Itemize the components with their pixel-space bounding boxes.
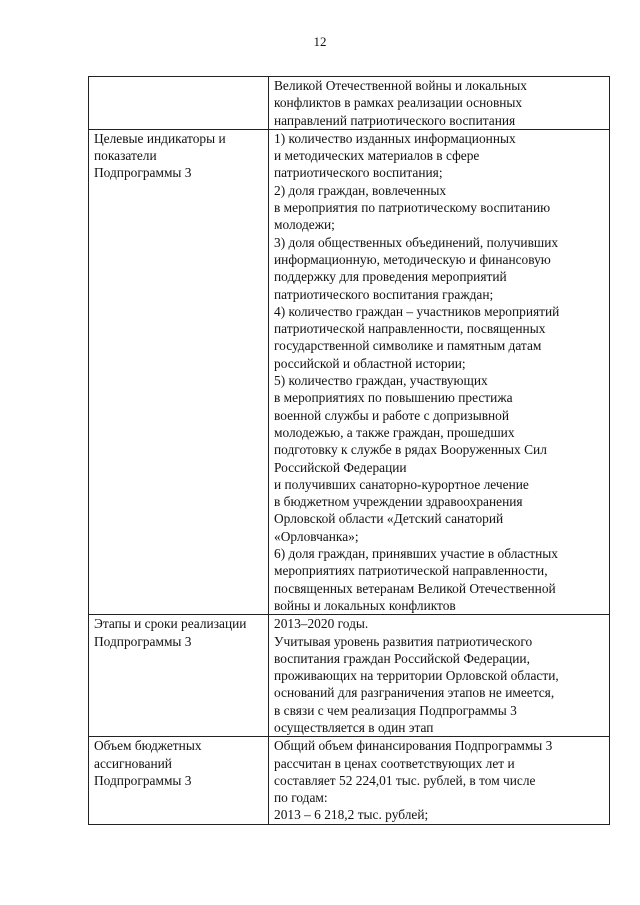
content-line: российской и областной истории;	[274, 355, 466, 371]
passport-table	[88, 76, 610, 825]
table-row	[89, 129, 610, 614]
content-line: поддержку для проведения мероприятий	[274, 269, 507, 285]
row-content-cell	[269, 77, 610, 130]
table-body	[89, 77, 610, 825]
row-content-cell	[269, 129, 610, 614]
content-line: и получивших санаторно-курортное лечение	[274, 476, 529, 492]
content-line: конфликтов в рамках реализации основных	[274, 95, 523, 111]
content-line: военной службы и работе с допризывной	[274, 407, 510, 423]
content-line: 4) количество граждан – участников мероприятий	[274, 303, 560, 319]
content-line: 5) количество граждан, участвующих	[274, 373, 488, 389]
content-line: молодежи;	[274, 217, 335, 233]
label-line: Подпрограммы 3	[94, 772, 192, 788]
content-line: Российской Федерации	[274, 459, 407, 475]
content-line: Учитывая уровень развития патриотического	[274, 633, 533, 649]
content-line: направлений патриотического воспитания	[274, 112, 516, 128]
label-line: ассигнований	[94, 755, 172, 771]
content-line: составляет 52 224,01 тыс. рублей, в том числе	[274, 772, 536, 788]
content-line: 6) доля граждан, принявших участие в областных	[274, 546, 558, 562]
content-line: 2013–2020 годы.	[274, 616, 369, 632]
content-line: 3) доля общественных объединений, получивших	[274, 234, 559, 250]
row-content-cell	[269, 615, 610, 737]
content-line: подготовку к службе в рядах Вооруженных Сил	[274, 442, 547, 458]
content-line: оснований для разграничения этапов не имеется,	[274, 685, 555, 701]
content-line: в связи с чем реализация Подпрограммы 3	[274, 702, 517, 718]
content-line: Общий объем финансирования Подпрограммы 3	[274, 738, 553, 754]
content-line: Великой Отечественной войны и локальных	[274, 78, 527, 93]
content-line: и методических материалов в сфере	[274, 148, 480, 164]
content-line: 2) доля граждан, вовлеченных	[274, 182, 447, 198]
content-line: посвященных ветеранам Великой Отечественной	[274, 580, 556, 596]
label-line: Объем бюджетных	[94, 738, 202, 754]
content-line: войны и локальных конфликтов	[274, 597, 456, 613]
label-line: Целевые индикаторы и	[94, 130, 226, 146]
content-line: государственной символике и памятным датам	[274, 338, 542, 354]
label-line: Подпрограммы 3	[94, 633, 192, 649]
table-row	[89, 737, 610, 824]
row-label-cell	[89, 737, 269, 824]
label-line: Этапы и сроки реализации	[94, 616, 247, 632]
content-line: рассчитан в ценах соответствующих лет и	[274, 755, 515, 771]
content-line: патриотического воспитания граждан;	[274, 286, 494, 302]
content-line: молодежью, а также граждан, прошедших	[274, 424, 515, 440]
content-line: в мероприятия по патриотическому воспитанию	[274, 200, 551, 216]
row-label-cell	[89, 615, 269, 737]
label-line: показатели	[94, 148, 157, 164]
content-line: по годам:	[274, 790, 328, 806]
content-line: воспитания граждан Российской Федерации,	[274, 650, 530, 666]
content-line: мероприятиях патриотической направленности,	[274, 563, 548, 579]
content-line: Орловской области «Детский санаторий	[274, 511, 504, 527]
content-line: «Орловчанка»;	[274, 528, 359, 544]
content-line: 2013 – 6 218,2 тыс. рублей;	[274, 807, 429, 823]
label-line: Подпрограммы 3	[94, 165, 192, 181]
content-line: патриотической направленности, посвященных	[274, 321, 546, 337]
content-line: информационную, методическую и финансовую	[274, 251, 551, 267]
content-line: в бюджетном учреждении здравоохранения	[274, 494, 523, 510]
content-line: патриотического воспитания;	[274, 165, 443, 181]
content-line: 1) количество изданных информационных	[274, 130, 516, 146]
row-content-cell	[269, 737, 610, 824]
page-number: 12	[313, 34, 327, 49]
table-row	[89, 77, 610, 130]
content-line: проживающих на территории Орловской области,	[274, 668, 559, 684]
content-line: в мероприятиях по повышению престижа	[274, 390, 513, 406]
table-row	[89, 615, 610, 737]
content-line: осуществляется в один этап	[274, 719, 434, 735]
row-label-cell	[89, 77, 269, 130]
row-label-cell	[89, 129, 269, 614]
